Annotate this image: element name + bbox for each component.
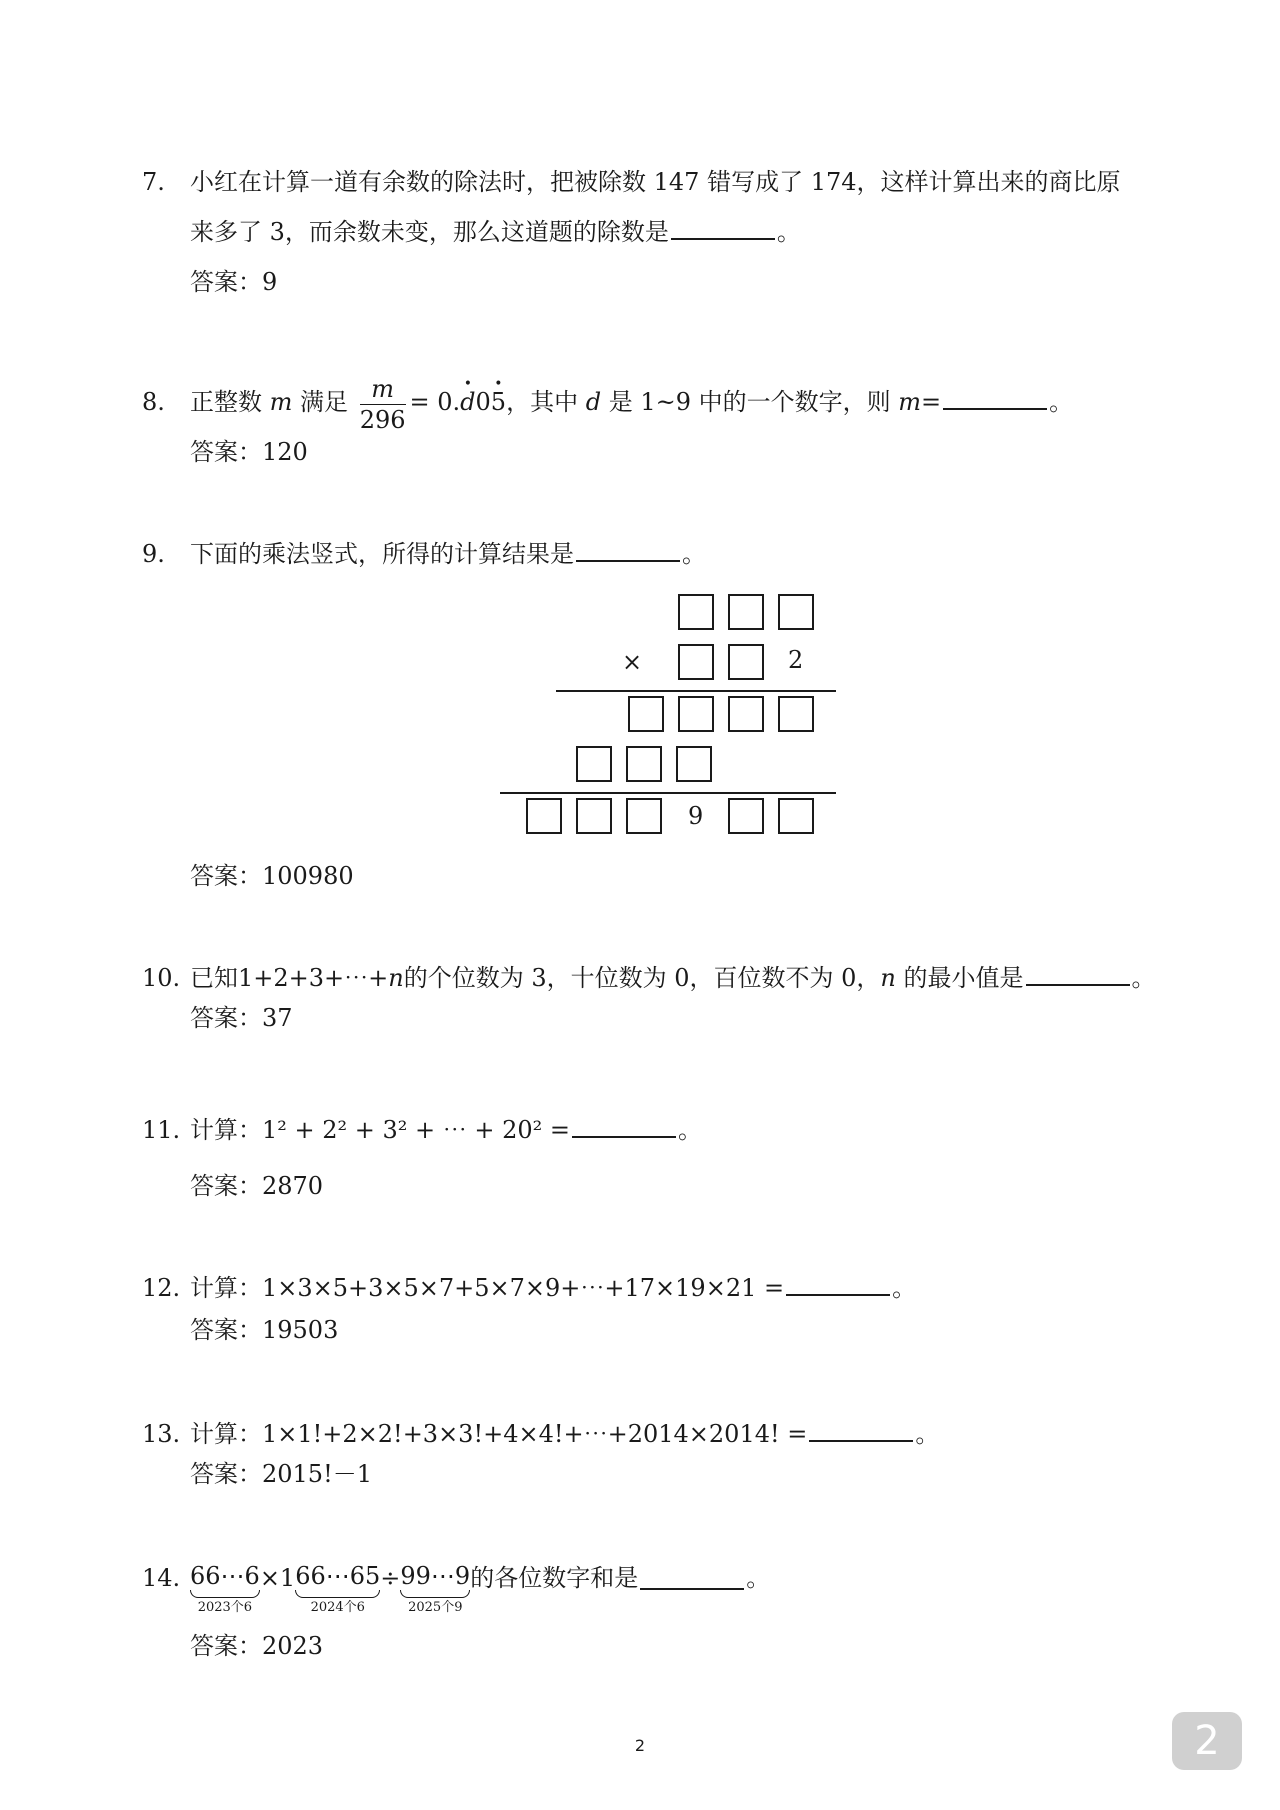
question-number: 7.	[142, 168, 165, 196]
digit-box	[778, 696, 814, 732]
brace-caption: 2023个6	[197, 1600, 253, 1615]
underbrace	[400, 1590, 470, 1598]
answer-blank	[576, 536, 680, 562]
digit-box	[778, 798, 814, 834]
text: 正整数	[190, 388, 262, 416]
digit-box	[626, 798, 662, 834]
answer-blank	[809, 1416, 913, 1442]
answer-9: 答案：100980	[190, 862, 354, 890]
underbrace-term	[190, 1562, 260, 1616]
answer-7: 答案：9	[190, 268, 278, 296]
digit: 0	[475, 388, 491, 416]
underbrace	[190, 1590, 260, 1598]
answer-blank	[640, 1564, 744, 1590]
fraction-denominator: 296	[359, 406, 406, 434]
answer-10: 答案：37	[190, 1004, 293, 1032]
answer-13: 答案：2015!－1	[190, 1460, 372, 1488]
text: 计算：	[190, 1420, 262, 1448]
answer-blank	[572, 1112, 676, 1138]
digit-box	[728, 594, 764, 630]
answer-12: 答案：19503	[190, 1316, 339, 1344]
question-number: 14.	[142, 1564, 181, 1592]
var-d: d	[585, 388, 602, 416]
period: 。	[678, 1116, 703, 1144]
math-expression: 1² + 2² + 3² + ⋯ + 20² =	[262, 1116, 571, 1144]
digit-box	[526, 798, 562, 834]
digit-9: 9	[688, 802, 704, 830]
question-12	[142, 1270, 916, 1304]
question-14	[142, 1564, 770, 1616]
text: 满足	[300, 388, 349, 416]
var-n: n	[388, 964, 404, 992]
fraction	[360, 374, 406, 435]
page-number: 2	[634, 1736, 646, 1755]
page-badge[interactable]: 2	[1172, 1712, 1242, 1770]
equals: = 0.	[409, 388, 461, 416]
answer-blank	[786, 1270, 890, 1296]
question-8	[142, 374, 1073, 435]
text: 计算：	[190, 1116, 262, 1144]
var-m: m	[269, 388, 293, 416]
digit-box	[628, 696, 664, 732]
answer-14: 答案：2023	[190, 1632, 324, 1660]
divider-line	[500, 792, 836, 794]
digit-box	[678, 696, 714, 732]
text: 的最小值是	[903, 964, 1024, 992]
digit-box	[576, 798, 612, 834]
brace-caption: 2024个6	[310, 1600, 365, 1615]
question-13	[142, 1416, 939, 1450]
underbrace-term	[295, 1562, 380, 1616]
answer-8: 答案：120	[190, 438, 308, 466]
digit-box	[728, 696, 764, 732]
operator: ×1	[259, 1564, 296, 1592]
question-number: 8.	[142, 388, 165, 416]
question-number: 12.	[142, 1274, 181, 1302]
fraction-numerator: m	[360, 374, 406, 405]
question-7-line2	[190, 214, 801, 248]
answer-blank	[1026, 960, 1130, 986]
underbrace-term	[400, 1562, 470, 1616]
question-9	[142, 536, 706, 570]
question-number: 10.	[142, 964, 181, 992]
divider-line	[556, 690, 836, 692]
period: 。	[915, 1420, 940, 1448]
term: 66⋯6	[190, 1562, 260, 1590]
digit-box	[778, 594, 814, 630]
answer-11: 答案：2870	[190, 1172, 324, 1200]
question-number: 13.	[142, 1420, 181, 1448]
math-expression: 1×3×5+3×5×7+5×7×9+⋯+17×19×21 =	[262, 1274, 785, 1302]
digit-box	[678, 594, 714, 630]
text: 计算：	[190, 1274, 262, 1302]
digit-box	[728, 798, 764, 834]
question-10	[142, 960, 1156, 994]
text: 已知1+2+3+⋯+	[190, 964, 389, 992]
term: 99⋯9	[400, 1562, 471, 1590]
period: 。	[892, 1274, 917, 1302]
operator: ÷	[380, 1564, 401, 1592]
brace-caption: 2025个9	[408, 1600, 463, 1615]
question-11	[142, 1112, 702, 1146]
times-sign: ×	[622, 648, 643, 676]
repeating-digit-5: • 5	[491, 386, 506, 418]
underbrace	[295, 1590, 380, 1598]
text: 是 1~9 中的一个数字，则	[608, 388, 891, 416]
question-text: 下面的乘法竖式，所得的计算结果是	[190, 540, 574, 568]
digit-box	[676, 746, 712, 782]
question-number: 11.	[142, 1116, 181, 1144]
period: 。	[1131, 964, 1156, 992]
question-7	[142, 166, 1121, 198]
digit-box	[576, 746, 612, 782]
digit-box	[728, 644, 764, 680]
period: 。	[746, 1564, 771, 1592]
answer-blank	[671, 214, 775, 240]
math-expression: 1×1!+2×2!+3×3!+4×4!+⋯+2014×2014! =	[262, 1420, 808, 1448]
period: 。	[1049, 388, 1074, 416]
repeating-digit-d: • d	[460, 386, 475, 418]
question-text: 来多了 3，而余数未变，那么这道题的除数是	[190, 218, 669, 246]
period: 。	[776, 218, 801, 246]
text: 的个位数为 3，十位数为 0，百位数不为 0，	[403, 964, 881, 992]
text: 的各位数字和是	[470, 1564, 639, 1592]
multiplication-diagram	[498, 584, 858, 844]
digit-box	[678, 644, 714, 680]
var-n: n	[880, 964, 896, 992]
digit-2: 2	[788, 646, 804, 674]
term: 66⋯65	[295, 1562, 381, 1590]
period: 。	[682, 540, 706, 568]
question-number: 9.	[142, 540, 165, 568]
digit-box	[626, 746, 662, 782]
text: ，其中	[506, 388, 579, 416]
m-equals: m=	[898, 388, 942, 416]
answer-blank	[943, 384, 1047, 410]
question-text: 小红在计算一道有余数的除法时，把被除数 147 错写成了 174，这样计算出来的商比原	[190, 168, 1121, 196]
